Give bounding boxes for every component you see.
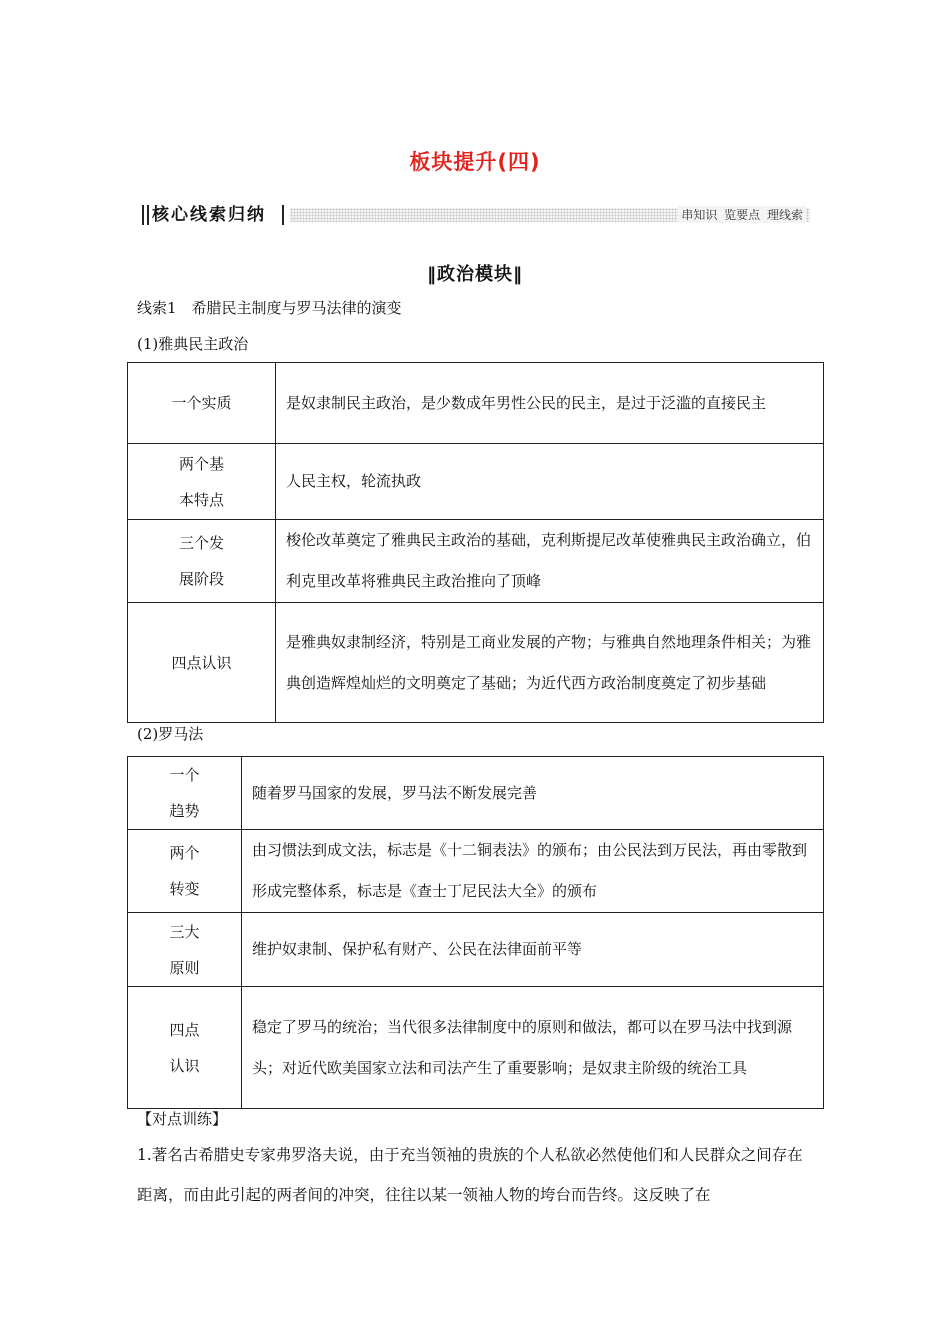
table-row xyxy=(128,603,824,723)
row-content: 是奴隶制民主政治，是少数成年男性公民的民主，是过于泛滥的直接民主 xyxy=(276,363,824,444)
banner-bar-left-inner xyxy=(147,205,149,225)
table-row xyxy=(128,987,824,1109)
row-content: 梭伦改革奠定了雅典民主政治的基础，克利斯提尼改革使雅典民主政治确立，伯利克里改革将雅典民主政治推向了顶峰 xyxy=(276,520,824,603)
table-row xyxy=(128,444,824,520)
table-row xyxy=(128,913,824,987)
banner-label: 核心线索归纳 xyxy=(152,205,266,225)
clue-heading: 线索1 希腊民主制度与罗马法律的演变 xyxy=(137,299,402,317)
banner-tags: 串知识 览要点 理线索 xyxy=(678,206,806,223)
row-content: 随着罗马国家的发展，罗马法不断发展完善 xyxy=(242,757,824,830)
subheading-rome: (2)罗马法 xyxy=(137,725,204,743)
banner-bar-left xyxy=(142,205,144,225)
row-content: 维护奴隶制、保护私有财产、公民在法律面前平等 xyxy=(242,913,824,987)
subheading-athens: (1)雅典民主政治 xyxy=(137,335,249,353)
row-content: 由习惯法到成文法，标志是《十二铜表法》的颁布；由公民法到万民法，再由零散到形成完整体系，标志是《查士丁尼民法大全》的颁布 xyxy=(242,830,824,913)
table-row xyxy=(128,757,824,830)
row-header: 一个实质 xyxy=(128,363,276,444)
row-header: 三个发展阶段 xyxy=(128,520,276,603)
row-header: 四点认识 xyxy=(128,987,242,1109)
table-row xyxy=(128,363,824,444)
section-banner xyxy=(142,203,810,227)
row-header: 四点认识 xyxy=(128,603,276,723)
row-header: 两个转变 xyxy=(128,830,242,913)
row-header: 三大原则 xyxy=(128,913,242,987)
section-heading: ‖政治模块‖ xyxy=(427,264,523,285)
row-content: 人民主权，轮流执政 xyxy=(276,444,824,520)
row-header: 一个趋势 xyxy=(128,757,242,830)
athens-table xyxy=(127,362,824,723)
row-content: 稳定了罗马的统治；当代很多法律制度中的原则和做法，都可以在罗马法中找到源头；对近代欧美国家立法和司法产生了重要影响；是奴隶主阶级的统治工具 xyxy=(242,987,824,1109)
page-title: 板块提升(四) xyxy=(409,150,541,174)
row-content: 是雅典奴隶制经济，特别是工商业发展的产物；与雅典自然地理条件相关；为雅典创造辉煌灿烂的文明奠定了基础；为近代西方政治制度奠定了初步基础 xyxy=(276,603,824,723)
training-heading: 【对点训练】 xyxy=(137,1110,228,1128)
table-row xyxy=(128,520,824,603)
question-1: 1.著名古希腊史专家弗罗洛夫说，由于充当领袖的贵族的个人私欲必然使他们和人民群众之间存在距离，而由此引起的两者间的冲突，往往以某一领袖人物的垮台而告终。这反映了在 xyxy=(137,1146,803,1204)
row-header: 两个基本特点 xyxy=(128,444,276,520)
table-row xyxy=(128,830,824,913)
rome-table xyxy=(127,756,824,1109)
banner-bar-right xyxy=(282,205,284,225)
